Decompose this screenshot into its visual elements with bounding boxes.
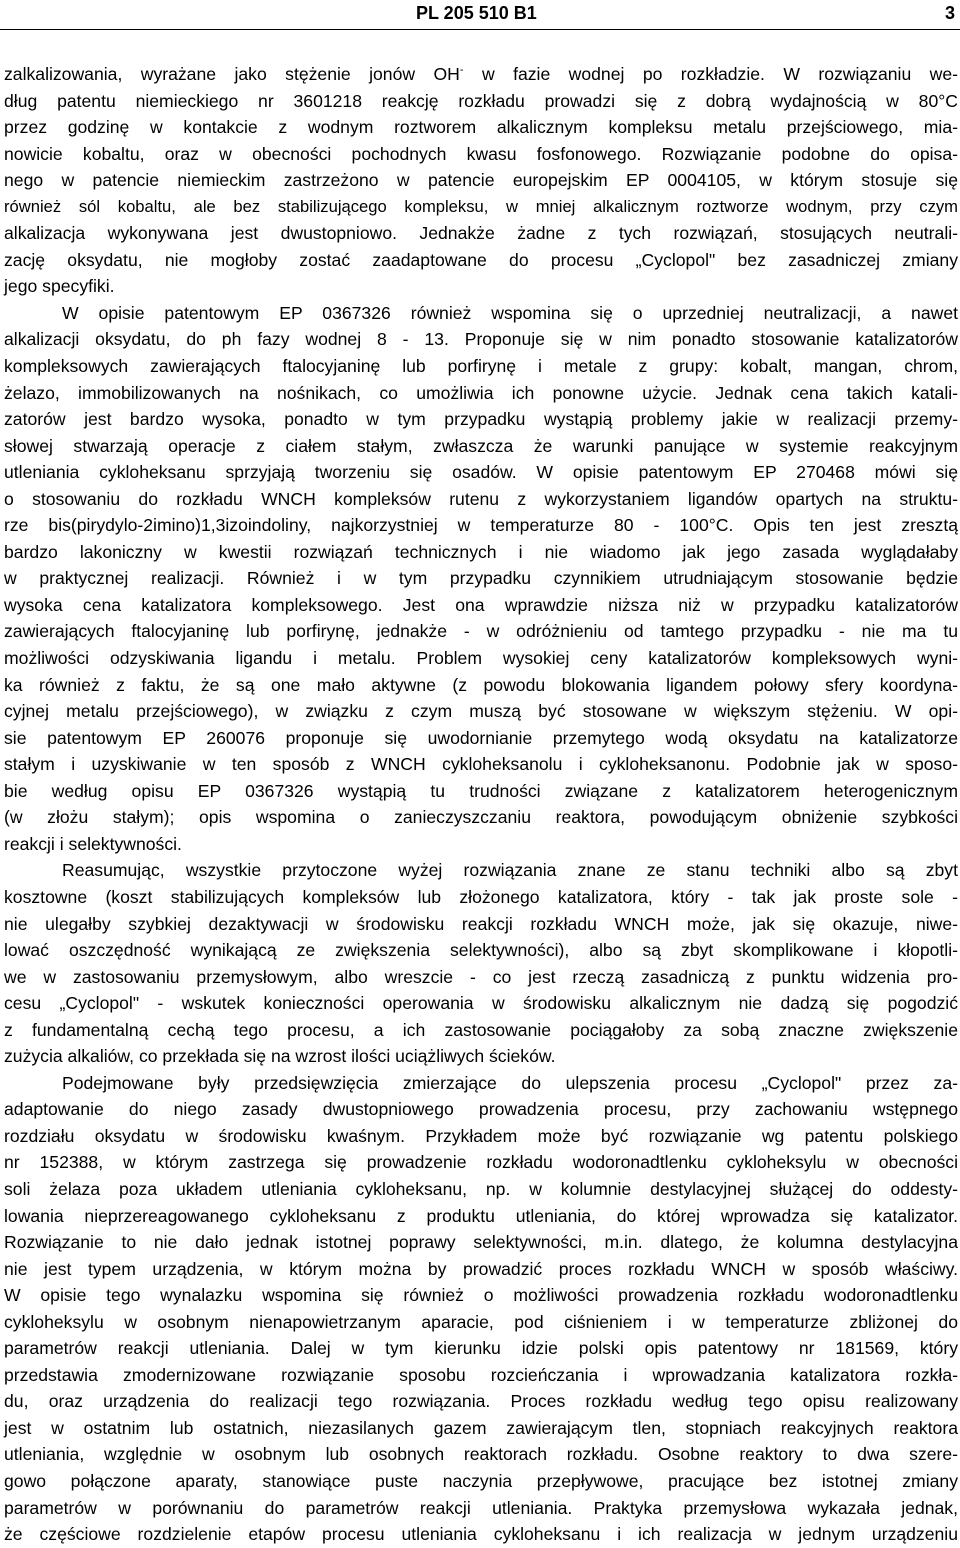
text-line: stałym i uzyskiwanie w ten sposób z WNCH cykloheksanolu i cykloheksanonu. Podobnie jak w sposo- <box>4 754 958 775</box>
text-line: zalkalizowania, wyrażane jako stężenie jonów OH- w fazie wodnej po rozkładzie. W rozwiązaniu we- <box>4 64 959 84</box>
text-line: soli żelaza poza układem utleniania cykloheksanu, np. w kolumnie destylacyjnej służącej do oddesty- <box>4 1178 958 1199</box>
text-line: zawierających ftalocyjaninę lub porfirynę, jednakże - w odróżnieniu od tamtego przypadku - nie ma tu <box>4 621 958 642</box>
patent-number: PL 205 510 B1 <box>416 3 537 23</box>
text-line: reakcji i selektywności. <box>4 833 182 854</box>
text-line: lować oszczędność wynikającą ze zwiększenia selektywności), albo są zbyt skomplikowane i kłopotli- <box>4 940 958 961</box>
text-line: sie patentowym EP 260076 proponuje się uwodornianie przemytego wodą oksydatu na katalizatorze <box>4 727 958 748</box>
text-line: żelazo, immobilizowanych na nośnikach, co umożliwia ich ponowne użycie. Jednak cena takich katali- <box>4 382 958 403</box>
header-divider <box>0 29 960 30</box>
text-line: bardzo lakoniczny w kwestii rozwiązań technicznych i nie wiadomo jak jego zasada wyglądałaby <box>4 541 958 562</box>
text-line: cyjnej metalu przejściowego), w związku z czym muszą być stosowane w większym stężeniu. W opi- <box>4 701 958 722</box>
text-line: nowicie kobaltu, oraz w obecności pochodnych kwasu fosfonowego. Rozwiązanie podobne do opisa- <box>4 143 958 164</box>
text-line: słowej stwarzają operacje z ciałem stałym, zwłaszcza że warunki panujące w systemie reakcyjnym <box>4 435 958 456</box>
text-line: zację oksydatu, nie mogłoby zostać zaadaptowane do procesu „Cyclopol" bez zasadniczej zmiany <box>4 249 958 270</box>
text-line: utleniania cykloheksanu sprzyjają tworzeniu się osadów. W opisie patentowym EP 270468 mówi się <box>4 462 958 483</box>
text-line: rozdziału oksydatu w środowisku kwaśnym. Przykładem może być rozwiązanie wg patentu polskiego <box>4 1125 958 1146</box>
text-line: alkalizacji oksydatu, do ph fazy wodnej 8 - 13. Proponuje się w nim ponadto stosowanie katalizatorów <box>4 329 958 350</box>
text-line: Rozwiązanie to nie dało jednak istotnej poprawy selektywności, m.in. dlatego, że kolumna destylacyjna <box>4 1232 958 1253</box>
text-line: przedstawia zmodernizowane rozwiązanie sposobu rozcieńczania i wprowadzania katalizatora rozkła- <box>4 1364 958 1385</box>
text-line: jego specyfiki. <box>4 276 115 297</box>
text-line: że częściowe rozdzielenie etapów procesu utleniania cykloheksanu i ich realizacja w jednym urządzeniu <box>4 1524 958 1545</box>
text-line: parametrów reakcji utleniania. Dalej w tym kierunku idzie polski opis patentowy nr 181569, który <box>4 1338 958 1359</box>
text-line: ka również z faktu, że są one mało aktywne (z powodu blokowania ligandem połowy sfery koordyna- <box>4 674 958 695</box>
text-line: alkalizacja wykonywana jest dwustopniowo. Jednakże żadne z tych rozwiązań, stosujących neutrali- <box>4 223 958 244</box>
text-line: cesu „Cyclopol" - wskutek konieczności operowania w środowisku alkalicznym nie dadzą się pogodzić <box>4 993 958 1014</box>
text-line: adaptowanie do niego zasady dwustopniowego prowadzenia procesu, przy zachowaniu wstępnego <box>4 1099 958 1120</box>
text-line: lowania nieprzereagowanego cykloheksanu z produktu utleniania, do której wprowadza się katalizator. <box>4 1205 958 1226</box>
text-line: jest w ostatnim lub ostatnich, niezasilanych gazem zawierającym tlen, stopniach reakcyjnych reaktora <box>4 1417 958 1438</box>
text-line: utleniania, względnie w osobnym lub osobnych reaktorach rozkładu. Osobne reaktory to dwa szere- <box>4 1444 958 1465</box>
text-line: zużycia alkaliów, co przekłada się na wzrost ilości uciążliwych ścieków. <box>4 1046 556 1067</box>
text-line: wysoka cena katalizatora kompleksowego. Jest ona wprawdzie niższa niż w przypadku katalizatorów <box>4 594 958 615</box>
text-line: Reasumując, wszystkie przytoczone wyżej rozwiązania znane ze stanu techniki albo są zbyt <box>62 860 958 881</box>
text-line: kosztowne (koszt stabilizujących kompleksów lub złożonego katalizatora, który - tak jak proste sole - <box>4 886 958 907</box>
text-line: W opisie tego wynalazku wspomina się również o możliwości prowadzenia rozkładu wodoronadtlenku <box>4 1285 958 1306</box>
text-line: nego w patencie niemieckim zastrzeżono w patencie europejskim EP 0004105, w którym stosuje się <box>4 170 958 191</box>
text-line: o stosowaniu do rozkładu WNCH kompleksów rutenu z wykorzystaniem ligandów opartych na struktu- <box>4 488 958 509</box>
page-number: 3 <box>944 3 955 23</box>
text-line: również sól kobaltu, ale bez stabilizującego kompleksu, w mniej alkalicznym roztworze wodnym, przy czym <box>4 196 958 216</box>
text-line: (w złożu stałym); opis wspomina o zanieczyszczaniu reaktora, powodującym obniżenie szybkości <box>4 807 958 828</box>
text-line: możliwości odzyskiwania ligandu i metalu. Problem wysokiej ceny katalizatorów kompleksowych wyni- <box>4 648 958 669</box>
text-line: dług patentu niemieckiego nr 3601218 reakcję rozkładu prowadzi się z dobrą wydajnością w 80°C <box>4 90 958 111</box>
text-line: nie jest typem urządzenia, w którym można by prowadzić proces rozkładu WNCH w sposób właściwy. <box>4 1258 958 1279</box>
text-line: zatorów jest bardzo wysoka, ponadto w tym przypadku wystąpią problemy jakie w realizacji przemy- <box>4 409 958 430</box>
text-line: przez godzinę w kontakcie z wodnym roztworem alkalicznym kompleksu metalu przejściowego, mia- <box>4 117 958 138</box>
text-line: z fundamentalną cechą tego procesu, a ich zastosowanie pociągałoby za sobą znaczne zwiększenie <box>4 1019 958 1040</box>
text-line: bie według opisu EP 0367326 wystąpią tu trudności związane z katalizatorem heterogenicznym <box>4 780 958 801</box>
text-line: du, oraz urządzenia do realizacji tego rozwiązania. Proces rozkładu według tego opisu realizowany <box>4 1391 958 1412</box>
text-line: w praktycznej realizacji. Również i w tym przypadku czynnikiem utrudniającym stosowanie będzie <box>4 568 958 589</box>
page-header <box>0 0 960 26</box>
text-line: we w zastosowaniu przemysłowym, albo wreszcie - co jest rzeczą zasadniczą z punktu widzenia pro- <box>4 966 958 987</box>
text-line: Podejmowane były przedsięwzięcia zmierzające do ulepszenia procesu „Cyclopol" przez za- <box>62 1072 958 1093</box>
text-line: cykloheksylu w osobnym nienapowietrzanym aparacie, pod ciśnieniem i w temperaturze zbliżonej do <box>4 1311 958 1332</box>
text-line: nr 152388, w którym zastrzega się prowadzenie rozkładu wodoronadtlenku cykloheksylu w obecności <box>4 1152 958 1173</box>
document-body <box>4 61 958 1548</box>
text-line: parametrów w porównaniu do parametrów reakcji utleniania. Praktyka przemysłowa wykazała jednak, <box>4 1497 958 1518</box>
text-line: kompleksowych zawierających ftalocyjaninę lub porfirynę i metale z grupy: kobalt, mangan, chrom, <box>4 356 958 377</box>
text-line: rze bis(pirydylo-2imino)1,3izoindoliny, najkorzystniej w temperaturze 80 - 100°C. Opis ten jest zresztą <box>4 515 958 536</box>
text-line: nie ulegałby szybkiej dezaktywacji w środowisku reakcji rozkładu WNCH może, jak się okazuje, niwe- <box>4 913 958 934</box>
text-line: gowo połączone aparaty, stanowiące puste naczynia przepływowe, pracujące bez istotnej zmiany <box>4 1470 958 1491</box>
text-line: W opisie patentowym EP 0367326 również wspomina się o uprzedniej neutralizacji, a nawet <box>62 302 958 323</box>
